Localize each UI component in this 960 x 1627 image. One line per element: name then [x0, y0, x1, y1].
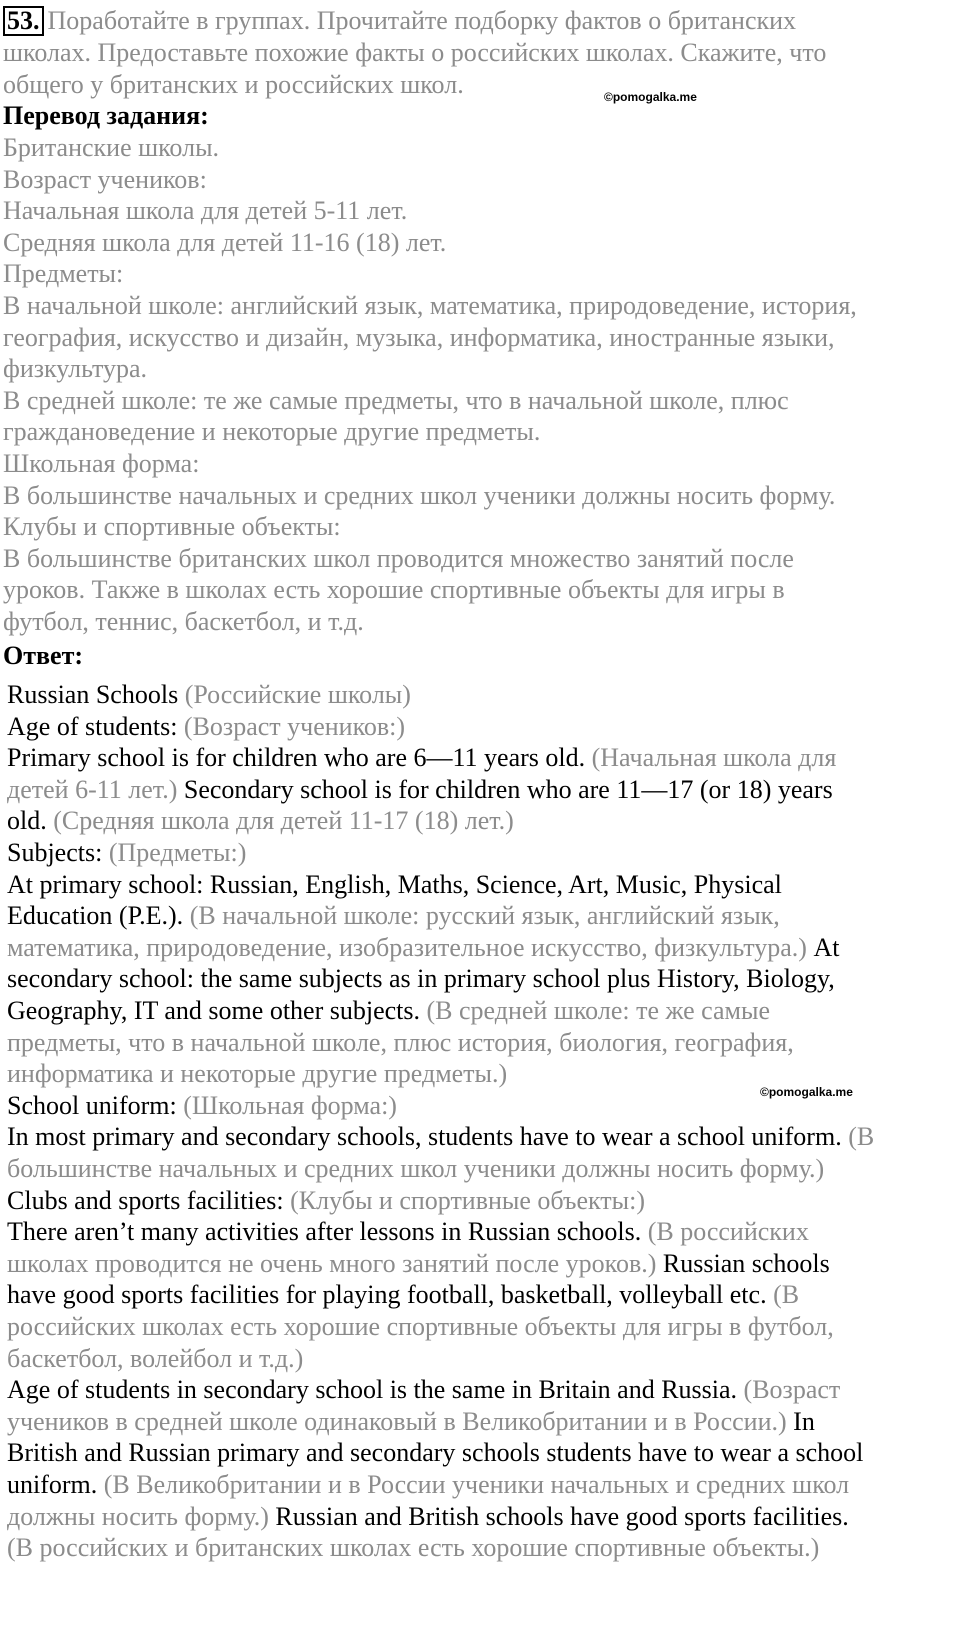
answer-line — [7, 1185, 645, 1217]
russian-translation-text: (В российских и британских школах есть хорошие спортивные объекты.) — [7, 1533, 820, 1563]
russian-translation-text: (Средняя школа для детей 11-17 (18) лет.) — [53, 806, 514, 836]
english-answer-text: Russian Schools — [7, 680, 185, 709]
russian-translation-text: математика, природоведение, изобразительное искусство, физкультура.) — [7, 932, 814, 962]
answer-line — [7, 1469, 849, 1501]
russian-translation-text: российских школах есть хорошие спортивные объекты для игры в футбол, — [7, 1312, 834, 1341]
russian-translation-text: большинстве начальных и средних школ ученики должны носить форму.) — [7, 1154, 825, 1183]
translation-line: футбол, теннис, баскетбол, и т.д. — [3, 607, 364, 636]
english-answer-text: Age of students in secondary school is the same in Britain and Russia. — [7, 1375, 744, 1405]
task-text: Поработайте в группах. Прочитайте подборку фактов о британских — [47, 6, 797, 35]
translation-line: Начальная школа для детей 5-11 лет. — [3, 196, 408, 226]
russian-translation-text: (Клубы и спортивные объекты:) — [290, 1185, 645, 1215]
translation-line: граждановедение и некоторые другие предметы. — [3, 417, 541, 447]
english-answer-text: Age of students: — [7, 711, 184, 741]
answer-line — [7, 900, 780, 932]
english-answer-text: Clubs and sports facilities: — [7, 1185, 291, 1215]
translation-line: Британские школы. — [3, 133, 220, 162]
answer-line — [7, 711, 405, 743]
translation-line: география, искусство и дизайн, музыка, информатика, иностранные языки, — [3, 322, 835, 352]
translation-line: Школьная форма: — [3, 449, 200, 478]
russian-translation-text: детей 6-11 лет.) — [7, 774, 184, 804]
english-answer-text: School uniform: — [7, 1090, 184, 1120]
english-answer-text: Secondary school is for children who are 11—17 (or 18) years — [183, 774, 833, 804]
task-line-1 — [3, 5, 796, 37]
translation-line: физкультура. — [3, 354, 148, 384]
russian-translation-text: (В — [773, 1280, 800, 1310]
translation-line: Возраст учеников: — [3, 164, 207, 194]
translation-line: В большинстве британских школ проводится множество занятий после — [3, 543, 794, 573]
answer-line — [7, 679, 411, 711]
translation-line: В средней школе: те же самые предметы, что в начальной школе, плюс — [3, 385, 789, 415]
answer-line — [7, 869, 782, 901]
answer-line — [7, 1406, 815, 1438]
task-number: 53. — [3, 6, 44, 36]
russian-translation-text: (В российских — [647, 1217, 809, 1247]
english-answer-text: Russian schools — [662, 1248, 830, 1278]
answer-line — [7, 774, 833, 806]
translation-line: В большинстве начальных и средних школ ученики должны носить форму. — [3, 480, 836, 510]
english-answer-text: uniform. — [7, 1470, 104, 1499]
russian-translation-text: (Предметы:) — [108, 838, 247, 867]
english-answer-text: There aren’t many activities after lessons in Russian schools. — [7, 1217, 648, 1247]
english-answer-text: secondary school: the same subjects as in primary school plus History, Biology, — [7, 964, 835, 994]
answer-line — [7, 1437, 863, 1469]
russian-translation-text: (Российские школы) — [184, 680, 411, 709]
russian-translation-text: (В начальной школе: русский язык, английский язык, — [189, 901, 780, 931]
english-answer-text: Russian and British schools have good sports facilities. — [275, 1501, 849, 1531]
russian-translation-text: (Возраст учеников:) — [183, 711, 406, 741]
english-answer-text: Geography, IT and some other subjects. — [7, 996, 427, 1025]
answer-line — [7, 837, 246, 869]
answer-line — [7, 1374, 840, 1406]
translation-line: Средняя школа для детей 11-16 (18) лет. — [3, 227, 447, 257]
russian-translation-text: предметы, что в начальной школе, плюс история, биология, география, — [7, 1027, 794, 1057]
english-answer-text: Subjects: — [7, 838, 109, 867]
russian-translation-text: (Школьная форма:) — [183, 1090, 397, 1120]
task-line-2: школах. Предоставьте похожие факты о российских школах. Скажите, что — [3, 38, 827, 67]
english-answer-text: At primary school: Russian, English, Maths, Science, Art, Music, Physical — [7, 869, 782, 899]
russian-translation-text: (В средней школе: те же самые — [426, 996, 770, 1025]
translation-line: В начальной школе: английский язык, математика, природоведение, история, — [3, 291, 857, 320]
watermark-top: ©pomogalka.me — [604, 90, 697, 104]
russian-translation-text: должны носить форму.) — [7, 1501, 276, 1531]
russian-translation-text: учеников в средней школе одинаковый в Великобритании и в России.) — [7, 1406, 794, 1436]
answer-line — [7, 1058, 507, 1090]
answer-line — [7, 1248, 830, 1280]
answer-line — [7, 1027, 794, 1059]
answer-line — [7, 1279, 799, 1311]
answer-heading: Ответ: — [3, 641, 84, 670]
answer-line — [7, 805, 514, 837]
translation-line: уроков. Также в школах есть хорошие спортивные объекты для игры в — [3, 575, 785, 605]
answer-line — [7, 1121, 874, 1153]
answer-line — [7, 995, 770, 1027]
answer-line — [7, 932, 839, 964]
english-answer-text: have good sports facilities for playing football, basketball, volleyball etc. — [7, 1280, 774, 1310]
answer-line — [7, 1216, 809, 1248]
task-line-3: общего у британских и российских школ. — [3, 70, 464, 99]
english-answer-text: old. — [7, 806, 54, 836]
russian-translation-text: (В Великобритании и в России ученики начальных и средних школ — [103, 1470, 850, 1499]
russian-translation-text: (В — [848, 1122, 875, 1152]
english-answer-text: Education (P.E.). — [7, 901, 190, 931]
english-answer-text: In — [793, 1406, 815, 1436]
answer-line — [7, 1501, 849, 1533]
translation-line: Предметы: — [3, 259, 124, 289]
russian-translation-text: информатика и некоторые другие предметы.) — [7, 1059, 508, 1089]
answer-line — [7, 1311, 834, 1343]
answer-line — [7, 963, 835, 995]
answer-line — [7, 1532, 819, 1564]
translation-line: Клубы и спортивные объекты: — [3, 512, 341, 542]
english-answer-text: In most primary and secondary schools, students have to wear a school uniform. — [7, 1122, 849, 1152]
russian-translation-text: баскетбол, волейбол и т.д.) — [7, 1343, 304, 1373]
translation-heading: Перевод задания: — [3, 101, 209, 130]
answer-line — [7, 1090, 397, 1122]
english-answer-text: At — [813, 932, 840, 962]
russian-translation-text: школах проводится не очень много занятий после уроков.) — [7, 1248, 663, 1278]
russian-translation-text: (Начальная школа для — [591, 743, 837, 773]
english-answer-text: British and Russian primary and secondary schools students have to wear a school — [7, 1438, 864, 1468]
answer-line — [7, 1153, 824, 1185]
english-answer-text: Primary school is for children who are 6—11 years old. — [7, 743, 592, 773]
russian-translation-text: (Возраст — [743, 1375, 841, 1405]
answer-line — [7, 742, 836, 774]
answer-line — [7, 1343, 303, 1375]
watermark-middle: ©pomogalka.me — [760, 1085, 853, 1099]
